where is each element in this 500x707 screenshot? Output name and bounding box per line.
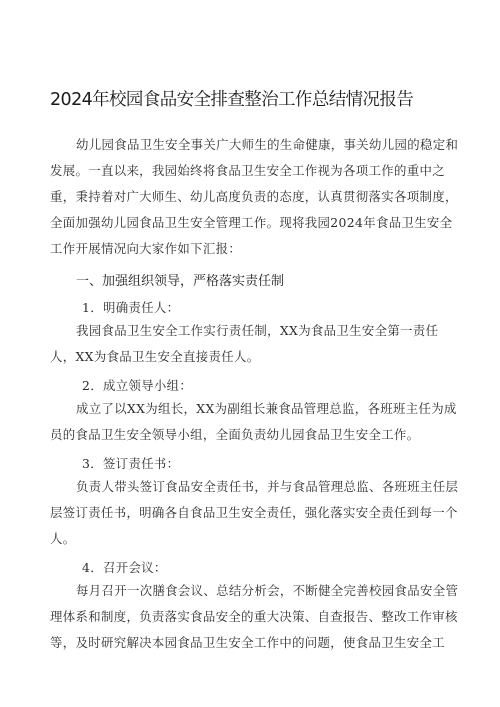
document-title: 2024年校园食品安全排查整治工作总结情况报告	[50, 90, 414, 110]
item-body: 我园食品卫生安全工作实行责任制，XX为食品卫生安全第一责任人，XX为食品卫生安全直接责任人。	[50, 323, 439, 364]
item-body: 负责人带头签订食品安全责任书，并与食品管理总监、各班班主任层层签订责任书，明确各自食品卫生安全责任，强化落实安全责任到每一个人。	[50, 479, 459, 546]
section-heading: 一、加强组织领导，严格落实责任制	[76, 274, 285, 289]
item-heading: 2．成立领导小组：	[82, 378, 193, 393]
item-body: 每月召开一次膳食会议、总结分析会，不断健全完善校园食品安全管理体系和制度，负责落实食品安全的重大决策、自查报告、整改工作审核等，及时研究解决本园食品卫生安全工作中的问题，使食品卫生安全工	[50, 583, 459, 650]
item-heading: 3．签订责任书：	[82, 456, 180, 471]
item-heading: 4．召开会议：	[82, 560, 167, 575]
intro-paragraph: 幼儿园食品卫生安全事关广大师生的生命健康，事关幼儿园的稳定和发展。一直以来，我园始终将食品卫生安全工作视为各项工作的重中之重，秉持着对广大师生、幼儿高度负责的态度，认真贯彻落实各项制度，全面加强幼儿园食品卫生安全管理工作。现将我园2024年食品卫生安全工作开展情况向大家作如下汇报：	[50, 137, 459, 256]
item-heading: 1．明确责任人：	[82, 300, 180, 315]
item-body: 成立了以XX为组长，XX为副组长兼食品管理总监，各班班主任为成员的食品卫生安全领导小组，全面负责幼儿园食品卫生安全工作。	[50, 401, 457, 442]
